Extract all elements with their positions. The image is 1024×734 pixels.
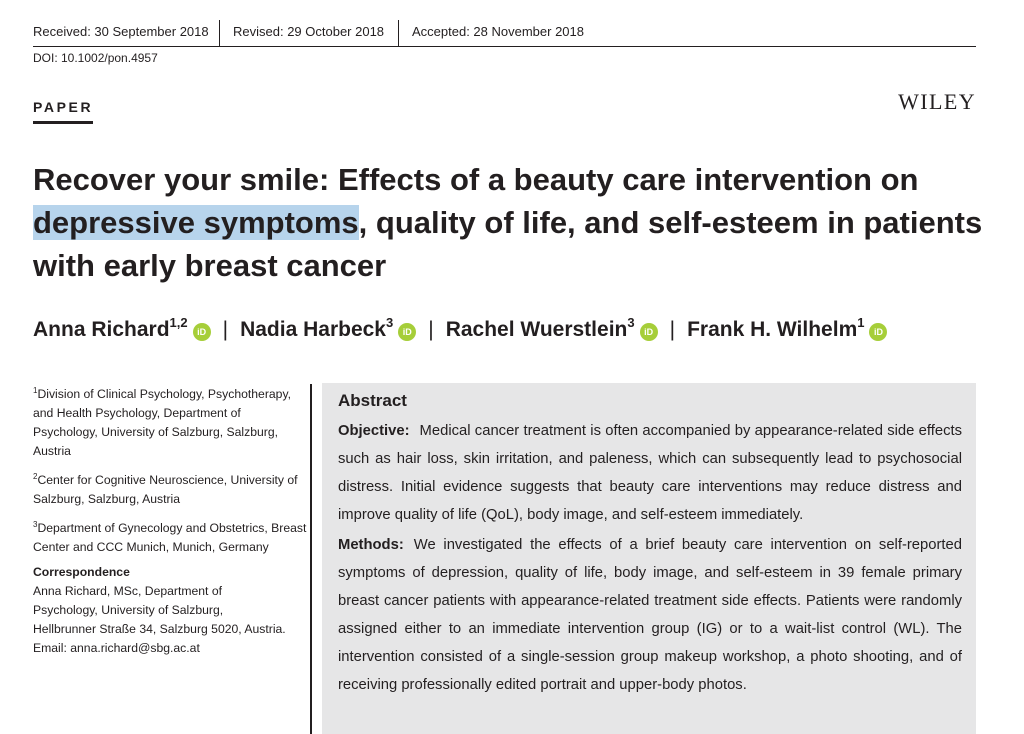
author-separator: | — [428, 318, 434, 341]
author-affiliation-marker: 3 — [385, 315, 394, 330]
affiliation — [33, 381, 308, 461]
revised-date: Revised: 29 October 2018 — [233, 24, 385, 39]
methods-text: We investigated the effects of a brief beauty care intervention on self-reported symptoms of depression, quality of life, body image, and self-esteem in 39 female primary breast cancer patients with appearance-related treatment side effects. Patients were randomly assigned either to an immediate intervention group (IG) or to a wait-list control (WL). The intervention consisted of a single-session group makeup workshop, a photo shooting, and of receiving professionally edited portrait and upper-body photos. — [338, 537, 962, 693]
affiliation-text: Department of Gynecology and Obstetrics, Breast Center and CCC Munich, Munich, Germany — [33, 521, 307, 555]
abstract-objective — [338, 417, 962, 529]
author-separator: | — [669, 318, 676, 341]
correspondence-line: Psychology, University of Salzburg, — [33, 603, 224, 618]
publisher-logo: WILEY — [898, 89, 976, 114]
affiliation-number: 1 — [33, 386, 38, 395]
author-name: Frank H. Wilhelm — [687, 318, 858, 341]
header-divider — [219, 20, 220, 46]
orcid-icon[interactable]: iD — [193, 323, 211, 341]
orcid-icon[interactable]: iD — [640, 323, 658, 341]
accepted-date: Accepted: 28 November 2018 — [412, 24, 584, 39]
correspondence-email[interactable]: Email: anna.richard@sbg.ac.at — [33, 641, 200, 656]
objective-text: Medical cancer treatment is often accompanied by appearance-related side effects such as hair loss, skin irritation, and paleness, which can subsequently lead to psychosocial distress. Initial evidence suggests that beauty care interventions may reduce distress and improve quality of life (QoL), body image, and self-esteem immediately. — [338, 423, 962, 523]
author-name: Nadia Harbeck — [240, 318, 386, 341]
section-label: PAPER — [33, 99, 93, 124]
received-date: Received: 30 September 2018 — [33, 24, 209, 39]
author[interactable] — [240, 315, 416, 342]
affiliations-column — [33, 381, 308, 658]
objective-label: Objective: — [338, 423, 410, 439]
title-part-1: Recover your smile: Effects of a beauty care intervention on — [33, 162, 919, 197]
author-affiliation-marker: 3 — [627, 315, 635, 330]
abstract-methods — [338, 531, 962, 699]
author[interactable] — [687, 315, 887, 342]
column-divider — [310, 384, 312, 734]
doi-link[interactable]: DOI: 10.1002/pon.4957 — [33, 51, 158, 65]
orcid-icon[interactable]: iD — [398, 323, 416, 341]
affiliation-number: 3 — [33, 520, 38, 530]
author-name: Rachel Wuerstlein — [445, 318, 628, 341]
article-history-bar — [33, 20, 976, 47]
abstract-heading: Abstract — [338, 391, 407, 410]
affiliation-text: Division of Clinical Psychology, Psychotherapy, and Health Psychology, Department of Psychology, University of Salzburg, Salzburg, Austria — [33, 387, 292, 459]
author-affiliation-marker: 1 — [857, 315, 865, 330]
author-name: Anna Richard — [33, 318, 170, 341]
author-list — [33, 315, 887, 342]
author[interactable] — [445, 315, 658, 342]
affiliation-number: 2 — [33, 472, 38, 482]
author-separator: | — [222, 318, 229, 341]
correspondence-heading: Correspondence — [33, 565, 130, 580]
author-affiliation-marker: 1,2 — [169, 315, 188, 330]
methods-label: Methods: — [338, 537, 404, 553]
correspondence-line: Anna Richard, MSc, Department of — [33, 584, 222, 599]
author[interactable] — [33, 315, 211, 342]
title-part-2: , quality of life, and self-esteem in patients with early breast cancer — [33, 205, 983, 283]
orcid-icon[interactable]: iD — [869, 323, 887, 341]
abstract-box — [322, 383, 976, 734]
affiliation-text: Center for Cognitive Neuroscience, University of Salzburg, Salzburg, Austria — [33, 473, 298, 507]
affiliation — [33, 515, 308, 557]
header-divider — [398, 20, 399, 46]
affiliation — [33, 467, 308, 509]
highlighted-text: depressive symptoms — [33, 205, 359, 240]
article-title — [33, 158, 993, 287]
correspondence-line: Hellbrunner Straße 34, Salzburg 5020, Austria. — [33, 622, 286, 637]
